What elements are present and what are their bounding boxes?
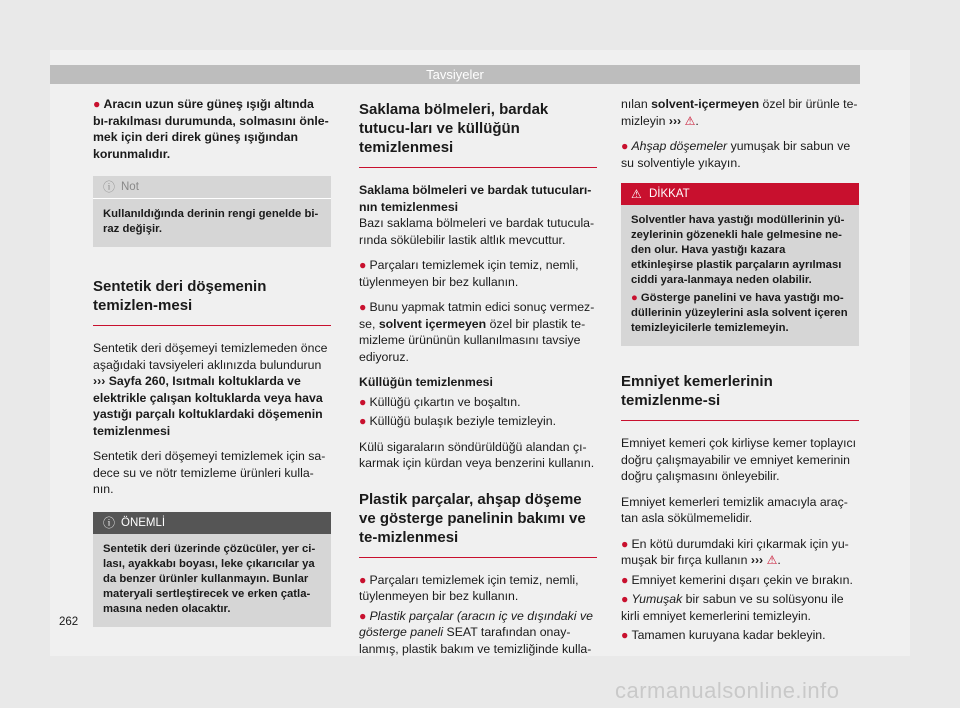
plastik-bullet-1 <box>359 572 597 605</box>
column-1 <box>93 96 331 637</box>
page-header <box>50 65 860 84</box>
bullet-icon: ● <box>359 258 367 272</box>
bullet-icon: ● <box>621 572 629 587</box>
saklama-bullet-2 <box>359 299 597 365</box>
warning-icon: ⚠ <box>631 187 642 201</box>
para1-text: Sentetik deri döşemeyi temizlemeden önce aşağıdaki tavsiyeleri aklınızda bulundurun <box>93 341 328 372</box>
intro-bullet-text: Aracın uzun süre güneş ışığı altında bı-rakılması durumunda, solmasını önle-mek için deri direk güneş ışığından korunmalıdır. <box>93 97 329 161</box>
bullet-italic: Yumuşak <box>631 592 683 606</box>
header-title: Tavsiyeler <box>426 67 484 82</box>
bullet-icon: ● <box>621 139 629 153</box>
dikkat-header <box>621 183 859 205</box>
watermark: carmanualsonline.info <box>615 678 840 703</box>
link-arrows: ››› <box>750 553 764 567</box>
dikkat-bullet <box>631 291 849 336</box>
saklama-subheading: Saklama bölmeleri ve bardak tutucuları-nın temizlenmesi <box>359 183 592 214</box>
onemli-label: ÖNEMLİ <box>121 516 166 529</box>
onemli-header <box>93 512 331 534</box>
bullet-icon: ● <box>359 608 367 623</box>
saklama-sub1-block <box>359 182 597 248</box>
cont-bold: solvent-içermeyen <box>651 97 760 111</box>
info-icon: ⓘ <box>103 180 116 194</box>
bullet-italic: Ahşap döşemeler <box>631 139 728 153</box>
bullet-icon: ● <box>359 300 367 314</box>
ahsap-bullet <box>621 138 859 171</box>
note-label: Not <box>121 181 139 193</box>
section-heading-sentetik: Sentetik deri döşemenin temizlen-mesi <box>93 277 331 326</box>
sentetik-para-1 <box>93 340 331 439</box>
warning-icon[interactable]: ⚠ <box>766 553 778 567</box>
saklama-bullet-1 <box>359 257 597 290</box>
bullet-text: bir sabun ve su solüsyonu ile kirli emniyet kemerlerini temizleyin. <box>621 592 844 623</box>
bullet-text: Parçaları temizlemek için temiz, nemli, tüylenmeyen bir bez kullanın. <box>359 572 579 603</box>
bullet-text: SEAT tarafından onay-lanmış, plastik bakım ve temizliğinde kulla- <box>359 625 592 656</box>
cont-text-post: özel bir ürünle te-mizleyin <box>621 97 858 128</box>
bullet-icon: ● <box>359 414 367 428</box>
bullet-text: Tamamen kuruyana kadar bekleyin. <box>631 628 826 642</box>
kulluk-subheading: Küllüğün temizlenmesi <box>359 375 493 389</box>
kulluk-bullet-1 <box>359 394 597 411</box>
emniyet-para-1: Emniyet kemeri çok kirliyse kemer toplayıcı doğru çalışmayabilir ve emniyet kemerinin doğru çalışmasını önleyebilir. <box>621 436 857 483</box>
bullet-icon: ● <box>621 536 629 551</box>
plastik-continuation: nılan solvent-içermeyen özel bir ürünle te-mizleyin ››› ⚠. <box>621 97 858 128</box>
bullet-icon: ● <box>621 592 629 606</box>
note-text: Kullanıldığında derinin rengi genelde bi-raz değişir. <box>103 208 319 235</box>
emniyet-bullet-3 <box>621 591 859 624</box>
bullet-text: Küllüğü bulaşık beziyle temizleyin. <box>369 414 557 428</box>
bullet-text: En kötü durumdaki kiri çıkarmak için yu-muşak bir fırça kullanın <box>621 536 849 567</box>
dikkat-text: Solventler hava yastığı modüllerinin yü-zeylerinin gözenekli hale gelmesine ne-den olur. Hava yastığı kazara etkinleşirse plastik parçaların ayrılması ciddi yara-lanmaya neden olabilir. <box>631 214 845 286</box>
bullet-icon: ● <box>359 394 367 409</box>
bullet-text: Emniyet kemerini dışarı çekin ve bırakın. <box>631 572 853 587</box>
link-arrows: ››› <box>668 113 682 128</box>
note-box <box>93 176 331 247</box>
intro-bullet <box>93 96 331 162</box>
column-3 <box>621 96 859 653</box>
kulu-para: Külü sigaraların söndürüldüğü alandan çı-karmak için kürdan veya benzerini kullanın. <box>359 439 595 470</box>
bullet-text: yumuşak bir sabun ve su solventiyle yıkayın. <box>621 139 851 170</box>
page-reference-link[interactable]: Sayfa 260, Isıtmalı koltuklarda ve elektrikle çalışan koltuklarda veya hava yastığı parçalı koltuklardaki döşemenin temizlenmesi <box>93 374 323 438</box>
bullet-text: Parçaları temizlemek için temiz, nemli, tüylenmeyen bir bez kullanın. <box>359 258 579 289</box>
sentetik-para-2: Sentetik deri döşemeyi temizlemek için sa-dece su ve nötr temizleme ürünleri kulla-nın. <box>93 449 326 496</box>
emniyet-para-2: Emniyet kemerleri temizlik amacıyla araç-tan asla sökülmemelidir. <box>621 494 848 525</box>
notice-icon: ⓘ <box>103 515 116 530</box>
bullet-italic: Plastik parçalar (aracın iç ve dışındaki ve gösterge paneli <box>359 608 593 639</box>
note-header <box>93 176 331 199</box>
bullet-text-post: özel bir plastik te-mizleme ürününün kullanılmasını tavsiye ediyoruz. <box>359 316 586 364</box>
cont-text: nılan <box>621 97 648 111</box>
bullet-icon: ● <box>631 292 638 304</box>
bullet-icon: ● <box>359 572 367 587</box>
emniyet-bullet-4 <box>621 627 859 644</box>
bullet-text: Bunu yapmak tatmin edici sonuç vermez-se, <box>359 300 595 331</box>
section-heading-emniyet: Emniyet kemerlerinin temizlenme-si <box>621 372 859 421</box>
section-heading-saklama: Saklama bölmeleri, bardak tutucu-ları ve küllüğün temizlenmesi <box>359 100 597 168</box>
onemli-text: Sentetik deri üzerinde çözücüler, yer ci-lası, ayakkabı boyası, leke çıkarıcılar ya da benzer ürünler kullanmayın. Bunlar materyali sertleştirecek ve erken çatla-masına neden olacaktır. <box>103 542 316 615</box>
kulluk-bullet-2 <box>359 413 597 430</box>
dikkat-label: DİKKAT <box>649 188 690 200</box>
link-arrows: ››› <box>93 374 106 388</box>
plastik-bullet-2 <box>359 608 597 658</box>
onemli-box <box>93 512 331 627</box>
page-number: 262 <box>59 616 79 628</box>
bullet-bold: solvent içermeyen <box>378 316 487 331</box>
warning-icon[interactable]: ⚠ <box>684 113 696 128</box>
column-2 <box>359 96 597 666</box>
emniyet-bullet-2 <box>621 572 859 589</box>
dikkat-bullet-text: Gösterge panelini ve hava yastığı mo-düllerinin yüzeylerini asla solvent içeren temizleyicilerle temizlemeyin. <box>631 292 848 334</box>
bullet-icon: ● <box>621 628 629 642</box>
section-heading-plastik: Plastik parçalar, ahşap döşeme ve gösterge panelinin bakımı ve te-mizlenmesi <box>359 490 597 558</box>
dikkat-box <box>621 183 859 346</box>
bullet-icon: ● <box>93 97 101 111</box>
bullet-text: Küllüğü çıkartın ve boşaltın. <box>369 394 521 409</box>
emniyet-bullet-1: ● En kötü durumdaki kiri çıkarmak için yu-muşak bir fırça kullanın ››› ⚠. <box>621 536 849 567</box>
saklama-sub1-text: Bazı saklama bölmeleri ve bardak tutucula-rında sökülebilir lastik altlık mevcuttur. <box>359 216 595 247</box>
dikkat-body <box>621 205 859 346</box>
